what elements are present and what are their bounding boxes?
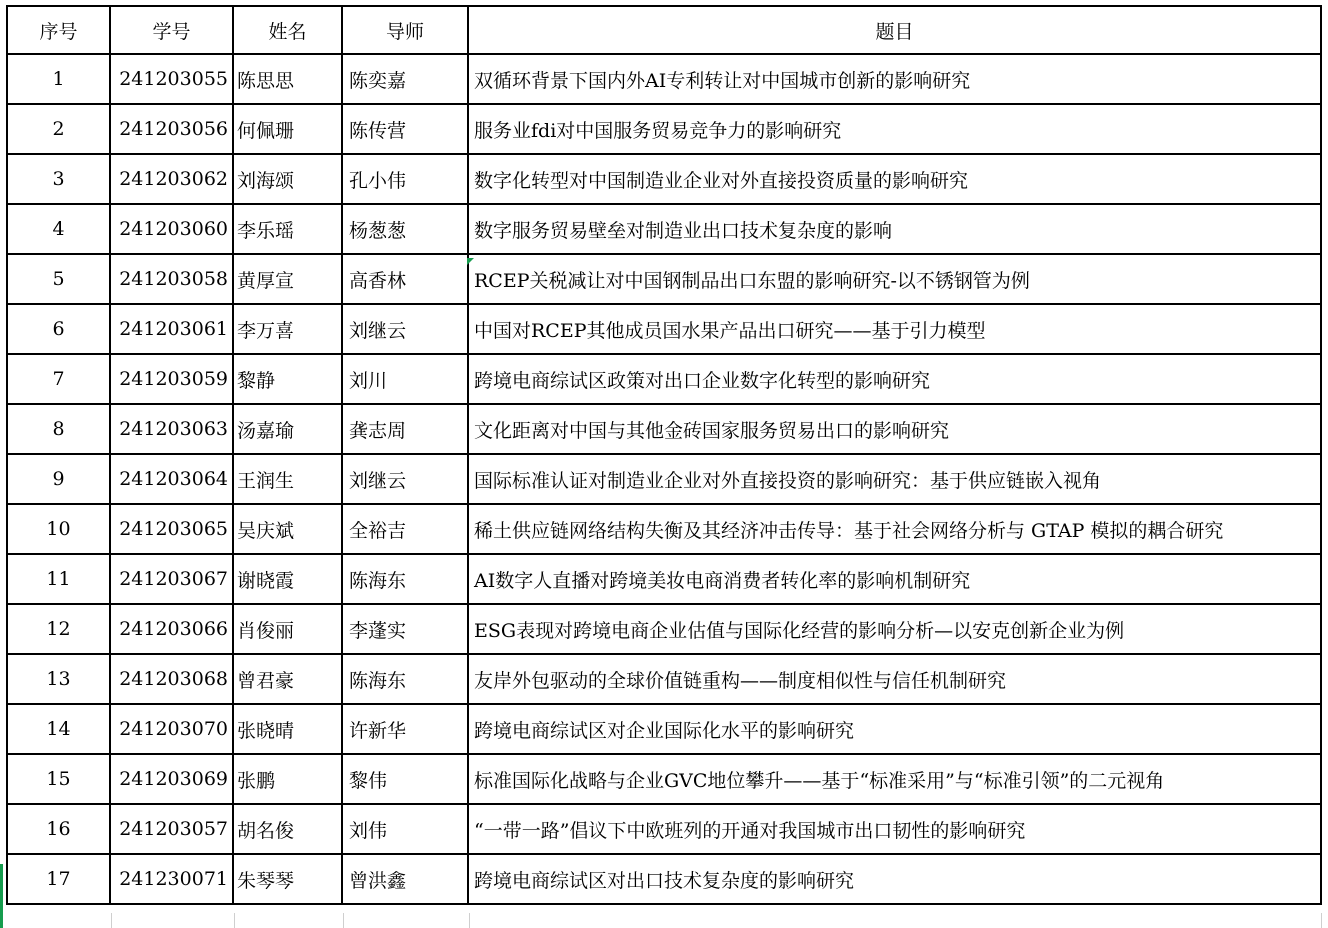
table-row — [7, 654, 1321, 704]
cell-seq[interactable]: 3 — [7, 154, 110, 204]
cell-title[interactable]: 中国对RCEP其他成员国水果产品出口研究——基于引力模型 — [468, 304, 1321, 354]
cell-name[interactable]: 张鹏 — [233, 754, 342, 804]
header-title[interactable]: 题目 — [468, 6, 1321, 54]
cell-student-id[interactable]: 241203058 — [110, 254, 233, 304]
header-name[interactable]: 姓名 — [233, 6, 342, 54]
cell-name[interactable]: 黎静 — [233, 354, 342, 404]
table-row — [7, 304, 1321, 354]
header-seq[interactable]: 序号 — [7, 6, 110, 54]
cell-title[interactable]: 跨境电商综试区对企业国际化水平的影响研究 — [468, 704, 1321, 754]
header-row — [7, 6, 1321, 54]
cell-advisor[interactable]: 陈奕嘉 — [342, 54, 468, 104]
cell-seq[interactable]: 15 — [7, 754, 110, 804]
gridline-stub — [111, 913, 112, 928]
gridline-stub — [234, 913, 235, 928]
gridline-stub — [1321, 913, 1322, 928]
cell-advisor[interactable]: 陈海东 — [342, 554, 468, 604]
cell-name[interactable]: 刘海颂 — [233, 154, 342, 204]
table-row — [7, 104, 1321, 154]
cell-name[interactable]: 王润生 — [233, 454, 342, 504]
cell-title[interactable]: 跨境电商综试区对出口技术复杂度的影响研究 — [468, 854, 1321, 904]
cell-name[interactable]: 谢晓霞 — [233, 554, 342, 604]
cell-advisor[interactable]: 许新华 — [342, 704, 468, 754]
table-body — [7, 54, 1321, 904]
cell-seq[interactable]: 10 — [7, 504, 110, 554]
table-row — [7, 854, 1321, 904]
cell-advisor[interactable]: 刘川 — [342, 354, 468, 404]
table-row — [7, 554, 1321, 604]
cell-advisor[interactable]: 刘伟 — [342, 804, 468, 854]
cell-seq[interactable]: 4 — [7, 204, 110, 254]
table-row — [7, 604, 1321, 654]
cell-student-id[interactable]: 241203064 — [110, 454, 233, 504]
cell-title[interactable]: 国际标准认证对制造业企业对外直接投资的影响研究：基于供应链嵌入视角 — [468, 454, 1321, 504]
cell-advisor[interactable]: 刘继云 — [342, 304, 468, 354]
cell-seq[interactable]: 17 — [7, 854, 110, 904]
cell-title[interactable]: 稀土供应链网络结构失衡及其经济冲击传导：基于社会网络分析与 GTAP 模拟的耦合研究 — [468, 504, 1321, 554]
cell-seq[interactable]: 11 — [7, 554, 110, 604]
cell-student-id[interactable]: 241203057 — [110, 804, 233, 854]
cell-name[interactable]: 曾君豪 — [233, 654, 342, 704]
cell-title[interactable]: 跨境电商综试区政策对出口企业数字化转型的影响研究 — [468, 354, 1321, 404]
cell-name[interactable]: 胡名俊 — [233, 804, 342, 854]
cell-name[interactable]: 李乐瑶 — [233, 204, 342, 254]
cell-student-id[interactable]: 241203059 — [110, 354, 233, 404]
table-row — [7, 154, 1321, 204]
cell-advisor[interactable]: 刘继云 — [342, 454, 468, 504]
cell-seq[interactable]: 8 — [7, 404, 110, 454]
cell-seq[interactable]: 14 — [7, 704, 110, 754]
cell-title[interactable]: 数字化转型对中国制造业企业对外直接投资质量的影响研究 — [468, 154, 1321, 204]
table-row — [7, 254, 1321, 304]
cell-advisor[interactable]: 黎伟 — [342, 754, 468, 804]
cell-advisor[interactable]: 曾洪鑫 — [342, 854, 468, 904]
cell-student-id[interactable]: 241203061 — [110, 304, 233, 354]
cell-student-id[interactable]: 241203062 — [110, 154, 233, 204]
cell-student-id[interactable]: 241203055 — [110, 54, 233, 104]
cell-student-id[interactable]: 241203056 — [110, 104, 233, 154]
cell-student-id[interactable]: 241203066 — [110, 604, 233, 654]
cell-title[interactable]: AI数字人直播对跨境美妆电商消费者转化率的影响机制研究 — [468, 554, 1321, 604]
cell-seq[interactable]: 6 — [7, 304, 110, 354]
cell-seq[interactable]: 5 — [7, 254, 110, 304]
cell-student-id[interactable]: 241203069 — [110, 754, 233, 804]
cell-student-id[interactable]: 241203065 — [110, 504, 233, 554]
cell-name[interactable]: 陈思思 — [233, 54, 342, 104]
cell-name[interactable]: 黄厚宣 — [233, 254, 342, 304]
selection-left-edge — [0, 864, 3, 928]
cell-title[interactable]: 服务业fdi对中国服务贸易竞争力的影响研究 — [468, 104, 1321, 154]
cell-student-id[interactable]: 241203070 — [110, 704, 233, 754]
cell-advisor[interactable]: 陈传营 — [342, 104, 468, 154]
cell-name[interactable]: 朱琴琴 — [233, 854, 342, 904]
table-row — [7, 404, 1321, 454]
cell-student-id[interactable]: 241203067 — [110, 554, 233, 604]
cell-seq[interactable]: 16 — [7, 804, 110, 854]
cell-title[interactable]: 文化距离对中国与其他金砖国家服务贸易出口的影响研究 — [468, 404, 1321, 454]
table-row — [7, 504, 1321, 554]
thesis-assignment-table — [6, 5, 1322, 905]
table-row — [7, 754, 1321, 804]
table-row — [7, 54, 1321, 104]
table-row — [7, 454, 1321, 504]
cell-advisor[interactable]: 全裕吉 — [342, 504, 468, 554]
cell-seq[interactable]: 7 — [7, 354, 110, 404]
gridline-stub — [343, 913, 344, 928]
cell-name[interactable]: 李万喜 — [233, 304, 342, 354]
cell-title[interactable]: 数字服务贸易壁垒对制造业出口技术复杂度的影响 — [468, 204, 1321, 254]
cell-advisor[interactable]: 杨葱葱 — [342, 204, 468, 254]
cell-name[interactable]: 肖俊丽 — [233, 604, 342, 654]
cell-advisor[interactable]: 高香林 — [342, 254, 468, 304]
gridline-stub — [469, 913, 470, 928]
cell-name[interactable]: 吴庆斌 — [233, 504, 342, 554]
cell-advisor[interactable]: 陈海东 — [342, 654, 468, 704]
cell-name[interactable]: 张晓晴 — [233, 704, 342, 754]
cell-student-id[interactable]: 241203060 — [110, 204, 233, 254]
table-row — [7, 204, 1321, 254]
cell-seq[interactable]: 9 — [7, 454, 110, 504]
cell-seq[interactable]: 1 — [7, 54, 110, 104]
cell-seq[interactable]: 13 — [7, 654, 110, 704]
header-student-id[interactable]: 学号 — [110, 6, 233, 54]
cell-name[interactable]: 何佩珊 — [233, 104, 342, 154]
error-indicator-triangle-icon — [467, 258, 474, 265]
cell-name[interactable]: 汤嘉瑜 — [233, 404, 342, 454]
cell-advisor[interactable]: 李蓬实 — [342, 604, 468, 654]
cell-student-id[interactable]: 241230071 — [110, 854, 233, 904]
cell-title[interactable]: RCEP关税减让对中国钢制品出口东盟的影响研究-以不锈钢管为例 — [468, 254, 1321, 304]
cell-title[interactable]: 标准国际化战略与企业GVC地位攀升——基于“标准采用”与“标准引领”的二元视角 — [468, 754, 1321, 804]
cell-advisor[interactable]: 龚志周 — [342, 404, 468, 454]
cell-seq[interactable]: 2 — [7, 104, 110, 154]
table-row — [7, 804, 1321, 854]
header-advisor[interactable]: 导师 — [342, 6, 468, 54]
cell-title[interactable]: ESG表现对跨境电商企业估值与国际化经营的影响分析—以安克创新企业为例 — [468, 604, 1321, 654]
cell-title[interactable]: 双循环背景下国内外AI专利转让对中国城市创新的影响研究 — [468, 54, 1321, 104]
cell-student-id[interactable]: 241203068 — [110, 654, 233, 704]
cell-seq[interactable]: 12 — [7, 604, 110, 654]
table-row — [7, 354, 1321, 404]
cell-title[interactable]: “一带一路”倡议下中欧班列的开通对我国城市出口韧性的影响研究 — [468, 804, 1321, 854]
cell-student-id[interactable]: 241203063 — [110, 404, 233, 454]
table-row — [7, 704, 1321, 754]
cell-advisor[interactable]: 孔小伟 — [342, 154, 468, 204]
cell-title[interactable]: 友岸外包驱动的全球价值链重构——制度相似性与信任机制研究 — [468, 654, 1321, 704]
